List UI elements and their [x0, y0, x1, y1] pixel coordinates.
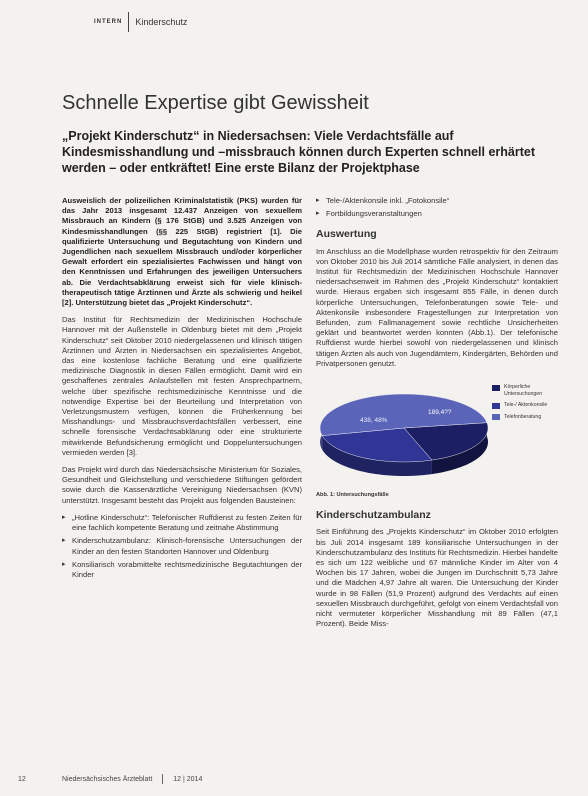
page-number: 12	[18, 775, 26, 783]
list-item: ▸ Tele-/Aktenkonsile inkl. „Fotokonsile“	[316, 196, 558, 206]
journal-issue: 12 | 2014	[173, 775, 203, 783]
pie-chart	[316, 376, 558, 488]
journal-name: Niedersächsisches Ärzteblatt	[62, 775, 153, 783]
module-list	[62, 513, 302, 580]
right-column	[316, 196, 558, 636]
slice-label-light: 438, 48%	[360, 417, 388, 425]
heading-auswertung: Auswertung	[316, 228, 377, 241]
pie-chart-svg	[316, 376, 492, 488]
legend-item	[492, 414, 558, 421]
intro-paragraph: Ausweislich der polizeilichen Kriminalstatistik (PKS) wurden für das Jahr 2013 insgesamt 12.437 Anzeigen von sexuellem Missbrauch an Kindern (§ 176 StGB) und 3.525 Anzeigen von Kindesmisshandlungen (§§ 225 StGB) registriert [1]. Die qualifizierte Untersuchung und Begutachtung von Kindern und Jugendlichen nach sexuellem Missbrauch und/oder körperlicher Gewalt erfordert ein spezialisiertes Fachwissen und hängt von den Kenntnissen und Erfahrungen des jeweiligen Untersuchers ab. Die Verdachtsabklärung erweist sich für viele klinisch-therapeutisch tätige Ärztinnen und Ärzte als schwierig und heikel [2]. Unterstützung bietet das „Projekt Kinderschutz“.	[62, 196, 302, 308]
list-item: ▸ Kinderschutzambulanz: Klinisch-forensische Untersuchungen der Kinder an den festen Standorten Hannover und Oldenburg	[62, 536, 302, 556]
section-name: Kinderschutz	[135, 17, 188, 27]
legend-label: Körperliche Untersuchungen	[504, 384, 543, 397]
list-item: ▸ Konsiliarisch vorabmittelte rechtsmedizinische Begutachtungen der Kinder	[62, 560, 302, 580]
legend-swatch	[492, 385, 500, 391]
legend-label: Telefonberatung	[504, 413, 542, 420]
section-header	[94, 10, 187, 34]
module-list-continued	[316, 196, 558, 219]
header-divider	[128, 12, 129, 32]
legend-swatch	[492, 414, 500, 420]
chart-caption: Abb. 1: Untersuchungsfälle	[316, 492, 389, 499]
body-paragraph: Seit Einführung des „Projekts Kinderschutz“ im Oktober 2010 erfolgten bis Juli 2014 insgesamt 189 konsiliarische Untersuchungen in der Kinderschutzambulanz des Instituts für Rechtsmedizin. Hierbei handelte es sich um 122 weibliche und 67 männliche Kinder im Alter von 4 Wochen bis 17 Jahren, wobei die Jungen im Durchschnitt 5,73 Jahre und die Mädchen 4,97 Jahre alt waren. Die Untersuchung der Kinder wurde in 98 Fällen (51,9 Prozent) aufgrund des Verdachts auf einen sexuellen Missbrauch durchgeführt, gefolgt von einem Verdachtsfall von nicht vermuteter körperlicher Misshandlung mit 89 Fällen (47,1 Prozent). Beide Miss-	[316, 527, 558, 629]
page-footer	[18, 774, 203, 784]
legend-swatch	[492, 403, 500, 409]
slice-label-dark: 189,4??	[428, 409, 452, 417]
article-subtitle: „Projekt Kinderschutz“ in Niedersachsen: Viele Verdachtsfälle auf Kindesmisshandlung und –missbrauch können durch Experten schnell erhärtet werden – oder entkräftet! Eine erste Bilanz der Projektphase	[62, 129, 536, 175]
legend-item	[492, 402, 558, 409]
left-column	[62, 196, 302, 586]
list-item: ▸ „Hotline Kinderschutz“: Telefonischer Ruffdienst zu festen Zeiten für eine fachlich kompetente Beratung und zeitnahe Abstimmung	[62, 513, 302, 533]
footer-divider	[162, 774, 163, 784]
heading-kinderschutzambulanz: Kinderschutzambulanz	[316, 509, 431, 522]
list-item: ▸ Fortbildungsveranstaltungen	[316, 209, 558, 219]
legend-item	[492, 384, 558, 397]
section-kicker: INTERN	[94, 19, 123, 25]
body-paragraph: Das Institut für Rechtsmedizin der Medizinischen Hochschule Hannover mit der Außenstelle in Oldenburg bietet mit dem „Projekt Kinderschutz“ seit Oktober 2010 niedergelassenen und klinisch tätigen Ärztinnen und Ärzten in Niedersachsen ein spezialisiertes Angebot, das eine kostenlose fachliche Beratung und eine qualifizierte medizinische Diagnostik in diesen Fällen ermöglicht. Damit wird ein geschaffenes zentrales Anlaufstellen mit festen Ansprechpartnern, welche über spezifische rechtsmedizinische Kenntnisse und die notwendige Expertise bei der Beurteilung und Interpretation von Verletzungsmustern verfügen, können die Früherkennung bei Misshandlungs- und Missbrauchsverdachtsfällen verbessert, eine schnelle forensische Verdachtsabklärung oder eine strukturierte mitwirkende Befundsicherung ermöglicht und Doppeluntersuchungen vermieden werden [3].	[62, 315, 302, 457]
body-paragraph: Das Projekt wird durch das Niedersächsische Ministerium für Soziales, Gesundheit und Gleichstellung und verschiedene Stiftungen gefördert sowie durch die Kassenärztliche Vereinigung Niedersachsen (KVN) unterstützt. Insgesamt besteht das Projekt aus folgenden Bausteinen:	[62, 465, 302, 505]
chart-legend	[492, 384, 558, 425]
body-paragraph: Im Anschluss an die Modellphase wurden retrospektiv für den Zeitraum von Oktober 2010 bis Juli 2014 sämtliche Fälle analysiert, in denen das Institut für Rechtsmedizin der Medizinischen Hochschule Hannover niedersachsenweit im Rahmen des „Projekt Kinderschutz“ kontaktiert wurde. Hieraus ergaben sich insgesamt 855 Fälle, in denen durch körperliche Untersuchungen, Telefonberatungen sowie Tele- und Aktenkonsile insbesondere Fragestellungen zur Interpretation von Befunden, zum Fallmanagement sowie rechtliche Unsicherheiten geklärt und beantwortet werden konnten (Abb.1). Der telefonische Ruffdienst wurde hierbei sowohl von niedergelassenen und klinisch tätigen Ärzten als auch von Jugendämtern, Kindergärten, Behörden und Privatpersonen genutzt.	[316, 246, 558, 368]
article-title: Schnelle Expertise gibt Gewissheit	[62, 92, 369, 114]
legend-label: Tele-/ Aktenkonsile	[504, 402, 548, 409]
